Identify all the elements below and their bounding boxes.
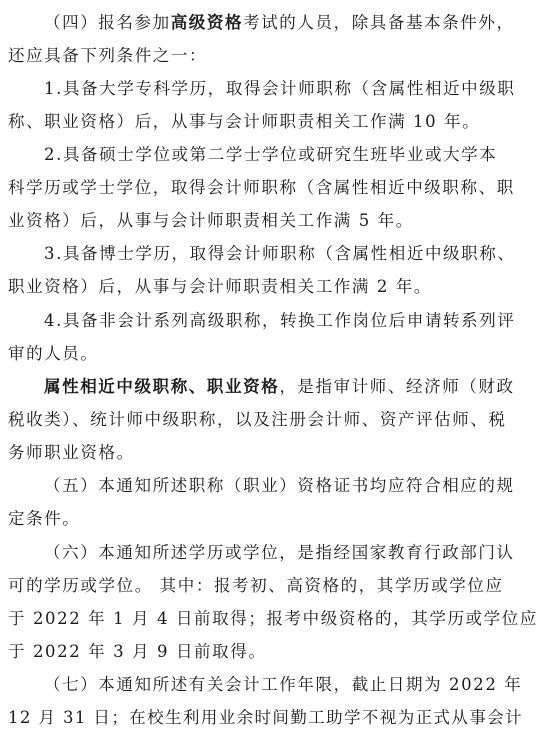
text-segment: 可的学历或学位。 其中：报考初、高资格的，其学历或学位应 [8, 576, 504, 595]
p2-line-1 [44, 79, 542, 99]
text-segment: 审的人员。 [8, 344, 99, 363]
p3-line-1 [44, 145, 542, 165]
p8-line-4 [8, 642, 542, 662]
p5-line-2 [8, 344, 542, 364]
text-segment: （五）本通知所述职称（职业）资格证书均应符合相应的规 [44, 476, 515, 495]
text-segment: 科学历或学士学位，取得会计师职称（含属性相近中级职称、职 [8, 178, 515, 197]
p8-line-3 [8, 609, 542, 629]
text-segment: 称、职业资格）后，从事与会计师职责相关工作满 10 年。 [8, 112, 481, 131]
text-segment: （七）本通知所述有关会计工作年限，截止日期为 2022 年 [44, 675, 523, 694]
p9-line-1 [44, 675, 542, 695]
p6-line-3 [8, 443, 542, 463]
p6-line-1 [44, 377, 542, 397]
text-segment: 税收类）、统计师中级职称，以及注册会计师、资产评估师、税 [8, 410, 507, 429]
text-segment: ，是指审计师、经济师（财政 [279, 377, 515, 396]
text-segment: 务师职业资格。 [8, 443, 135, 462]
text-segment: 业资格）后，从事与会计师职责相关工作满 5 年。 [8, 211, 414, 230]
text-segment: 还应具备下列条件之一： [8, 46, 208, 65]
bold-term-similar-intermediate-titles: 属性相近中级职称、职业资格 [44, 377, 280, 396]
p4-line-2 [8, 277, 542, 297]
p1-line-1 [44, 13, 542, 33]
p7-line-2 [8, 509, 542, 529]
text-segment: 考试的人员，除具备基本条件外， [243, 13, 515, 32]
text-segment: 定条件。 [8, 509, 81, 528]
text-segment: （四）报名参加 [44, 13, 171, 32]
text-segment: 2.具备硕士学位或第二学士学位或研究生班毕业或大学本 [44, 145, 498, 164]
text-segment: 于 2022 年 3 月 9 日前取得。 [8, 642, 267, 661]
p8-line-2 [8, 576, 542, 596]
p7-line-1 [44, 476, 542, 496]
p3-line-2 [8, 178, 542, 198]
text-segment: 职业资格）后，从事与会计师职责相关工作满 2 年。 [8, 277, 432, 296]
p8-line-1 [44, 543, 542, 563]
text-segment: 于 2022 年 1 月 4 日前取得；报考中级资格的，其学历或学位应 [8, 609, 538, 628]
p2-line-2 [8, 112, 542, 132]
p1-line-2 [8, 46, 542, 66]
text-segment: 3.具备博士学历，取得会计师职称（含属性相近中级职称、 [44, 244, 516, 263]
p5-line-1 [44, 311, 542, 331]
p4-line-1 [44, 244, 542, 264]
text-segment: （六）本通知所述学历或学位，是指经国家教育行政部门认 [44, 543, 515, 562]
text-segment: 4.具备非会计系列高级职称，转换工作岗位后申请转系列评 [44, 311, 516, 330]
text-segment: 12 月 31 日；在校生利用业余时间勤工助学不视为正式从事会计 [8, 708, 524, 727]
text-segment: 1.具备大学专科学历，取得会计师职称（含属性相近中级职 [44, 79, 516, 98]
p3-line-3 [8, 211, 542, 231]
bold-term-senior-qualification: 高级资格 [170, 13, 244, 32]
p6-line-2 [8, 410, 542, 430]
p9-line-2 [8, 708, 542, 728]
